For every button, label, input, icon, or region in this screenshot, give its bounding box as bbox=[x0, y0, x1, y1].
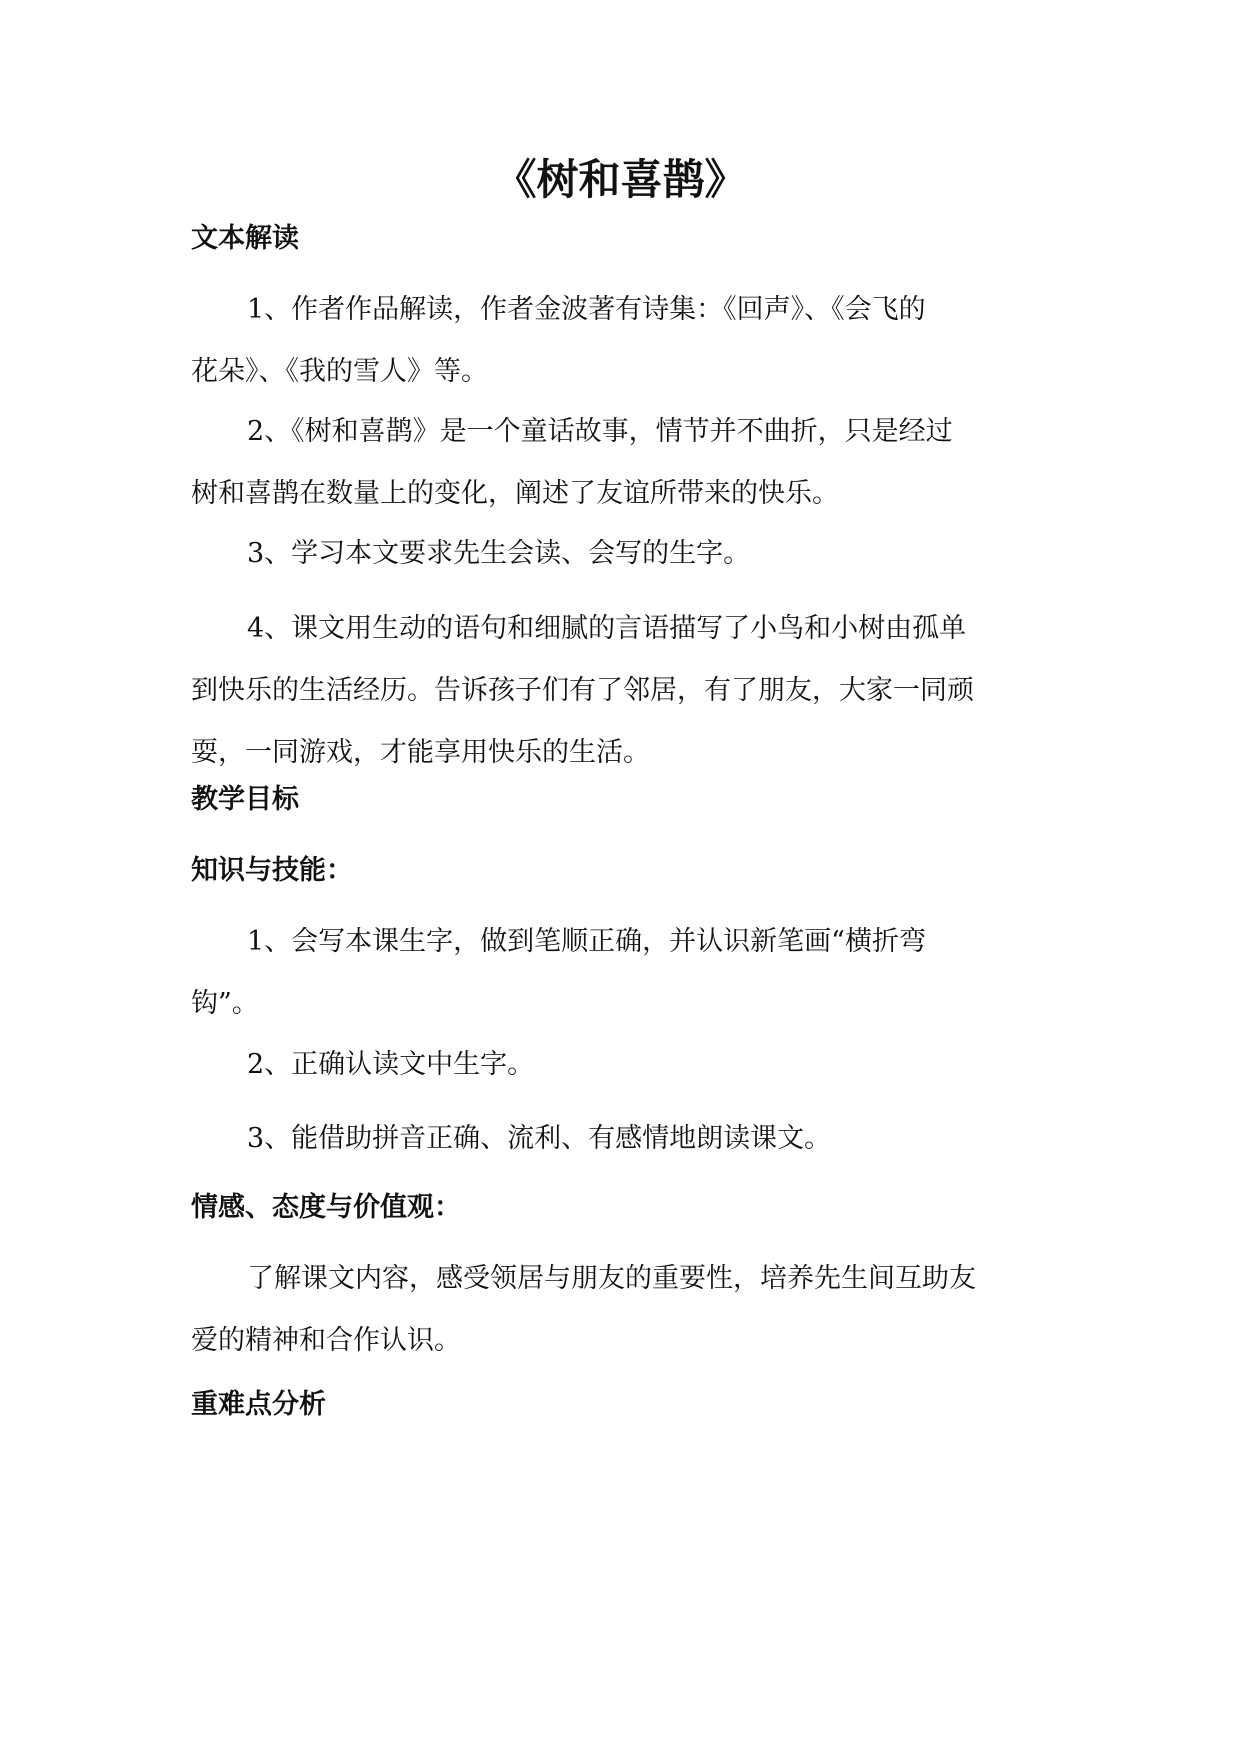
paragraph-author-works bbox=[191, 279, 1071, 403]
paragraph-line: 树和喜鹊在数量上的变化，阐述了友谊所带来的快乐。 bbox=[191, 478, 839, 509]
paragraph-learning-requirement bbox=[191, 523, 1071, 585]
paragraph-line: 3、学习本文要求先生会读、会写的生字。 bbox=[247, 538, 751, 569]
paragraph-goal-reading bbox=[191, 1108, 1071, 1170]
paragraph-line: 4、课文用生动的语句和细腻的言语描写了小鸟和小树由孤单 bbox=[247, 613, 967, 644]
paragraph-line: 3、能借助拼音正确、流利、有感情地朗读课文。 bbox=[247, 1123, 832, 1154]
paragraph-text-description bbox=[191, 598, 1071, 784]
paragraph-line: 1、作者作品解读，作者金波著有诗集：《回声》、《会飞的 bbox=[247, 294, 926, 325]
paragraph-goal-emotion bbox=[191, 1248, 1071, 1372]
paragraph-line: 耍，一同游戏，才能享用快乐的生活。 bbox=[191, 737, 650, 768]
paragraph-line: 2、正确认读文中生字。 bbox=[247, 1049, 535, 1080]
paragraph-line: 1、会写本课生字，做到笔顺正确，并认识新笔画“横折弯 bbox=[247, 926, 926, 957]
paragraph-line: 到快乐的生活经历。告诉孩子们有了邻居，有了朋友，大家一同顽 bbox=[191, 675, 974, 706]
section-heading-key-points: 重难点分析 bbox=[191, 1389, 326, 1420]
paragraph-line: 钩”。 bbox=[191, 988, 259, 1019]
paragraph-line: 花朵》、《我的雪人》等。 bbox=[191, 356, 488, 387]
paragraph-story-summary bbox=[191, 401, 1071, 525]
paragraph-line: 2、《树和喜鹊》是一个童话故事，情节并不曲折，只是经过 bbox=[247, 416, 953, 447]
paragraph-goal-writing bbox=[191, 911, 1071, 1035]
paragraph-line: 爱的精神和合作认识。 bbox=[191, 1325, 461, 1356]
document-title: 《树和喜鹊》 bbox=[494, 155, 747, 204]
paragraph-goal-recognition bbox=[191, 1034, 1071, 1096]
section-heading-text-reading: 文本解读 bbox=[191, 223, 299, 254]
subheading-knowledge-skills: 知识与技能： bbox=[191, 855, 353, 886]
section-heading-teaching-goals: 教学目标 bbox=[191, 784, 299, 815]
paragraph-line: 了解课文内容，感受领居与朋友的重要性，培养先生间互助友 bbox=[247, 1263, 976, 1294]
subheading-emotion-values: 情感、态度与价值观： bbox=[191, 1192, 461, 1223]
